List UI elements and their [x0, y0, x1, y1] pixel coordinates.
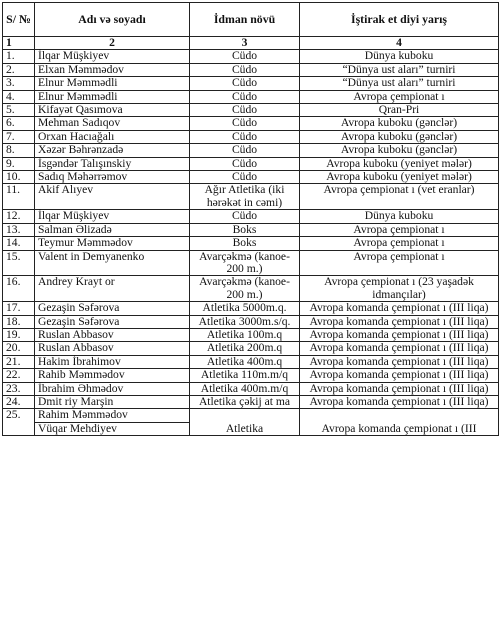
header-sport: İdman növü — [190, 3, 300, 37]
table-row — [3, 315, 499, 328]
table-row — [3, 355, 499, 368]
row-event: Avropa komanda çempionat ı (III liqa) — [300, 395, 499, 408]
row-number: 15. — [3, 250, 35, 276]
row-name: Orxan Hacıağalı — [35, 130, 190, 143]
column-number: 1 — [3, 37, 35, 50]
row-event: Avropa kuboku (gənclər) — [300, 144, 499, 157]
row-name: Sadıq Məhərrəmov — [35, 171, 190, 184]
row-event: Avropa komanda çempionat ı (III liqa) — [300, 369, 499, 382]
row-event-text: Avropa komanda çempionat ı (III — [321, 421, 477, 435]
table-row — [3, 90, 499, 103]
column-number: 2 — [35, 37, 190, 50]
row-name: Mehman Sadıqov — [35, 117, 190, 130]
row-sport: Avarçəkmə (kanoe-200 m.) — [190, 250, 300, 276]
row-event: Avropa kuboku (gənclər) — [300, 130, 499, 143]
row-name: Kifayət Qasımova — [35, 104, 190, 117]
row-sport: Cüdo — [190, 117, 300, 130]
row-sport: Cüdo — [190, 171, 300, 184]
row-sport: Avarçəkmə (kanoe-200 m.) — [190, 276, 300, 302]
row-event: Avropa çempionat ı — [300, 90, 499, 103]
table-row — [3, 328, 499, 341]
header-number: S/ № — [3, 3, 35, 37]
row-number: 5. — [3, 104, 35, 117]
table-row — [3, 210, 499, 223]
column-number: 4 — [300, 37, 499, 50]
table-row — [3, 302, 499, 315]
row-number: 10. — [3, 171, 35, 184]
row-name: Gezaşin Səfərova — [35, 302, 190, 315]
table-row — [3, 223, 499, 236]
row-number: 12. — [3, 210, 35, 223]
table-row — [3, 395, 499, 408]
table-row — [3, 50, 499, 63]
row-sport: Atletika 5000m.q. — [190, 302, 300, 315]
row-event: Avropa çempionat ı (23 yaşadək idmançılar) — [300, 276, 499, 302]
row-event — [300, 409, 499, 436]
table-body — [3, 50, 499, 409]
row-name: Valent in Demyanenko — [35, 250, 190, 276]
row-sport: Atletika 200m.q — [190, 342, 300, 355]
row-sport: Atletika 400m.m/q — [190, 382, 300, 395]
table-row — [3, 276, 499, 302]
row-sport — [190, 409, 300, 436]
row-number: 8. — [3, 144, 35, 157]
row-event: Dünya kuboku — [300, 50, 499, 63]
row-number: 16. — [3, 276, 35, 302]
row-event: Avropa çempionat ı — [300, 223, 499, 236]
row-name: İlqar Müşkiyev — [35, 50, 190, 63]
row-sport: Atletika 100m.q — [190, 328, 300, 341]
row-event: Avropa kuboku (yeniyet mələr) — [300, 157, 499, 170]
row-number: 3. — [3, 77, 35, 90]
row-number: 17. — [3, 302, 35, 315]
row-name-second: Vüqar Mehdiyev — [38, 421, 117, 435]
row-number: 13. — [3, 223, 35, 236]
row-number: 7. — [3, 130, 35, 143]
row-sport: Atletika 3000m.s/q. — [190, 315, 300, 328]
column-number-row — [3, 37, 499, 50]
row-number: 4. — [3, 90, 35, 103]
row-name: Teymur Məmmədov — [35, 237, 190, 250]
table-row — [3, 342, 499, 355]
row-number: 6. — [3, 117, 35, 130]
row-sport: Atletika 110m.m/q — [190, 369, 300, 382]
table-header-row — [3, 3, 499, 37]
row-event: Qran-Pri — [300, 104, 499, 117]
row-name: Andrey Krayt or — [35, 276, 190, 302]
table-row — [3, 250, 499, 276]
row-number: 22. — [3, 369, 35, 382]
row-sport: Cüdo — [190, 144, 300, 157]
row-name: İbrahim Əhmədov — [35, 382, 190, 395]
row-event: Avropa kuboku (gənclər) — [300, 117, 499, 130]
row-event: Avropa çempionat ı (vet eranlar) — [300, 184, 499, 210]
row-number: 19. — [3, 328, 35, 341]
athletes-table — [2, 2, 499, 436]
row-name: İsgəndər Talışınskiy — [35, 157, 190, 170]
table-row — [3, 63, 499, 76]
row-name: İlqar Müşkiyev — [35, 210, 190, 223]
row-number: 2. — [3, 63, 35, 76]
row-name — [35, 409, 190, 436]
row-sport: Boks — [190, 237, 300, 250]
table-row — [3, 369, 499, 382]
table-row — [3, 382, 499, 395]
row-event: “Dünya ust aları” turniri — [300, 77, 499, 90]
row-event: Avropa komanda çempionat ı (III liqa) — [300, 302, 499, 315]
row-sport: Atletika çəkij at ma — [190, 395, 300, 408]
row-name: Elnur Məmmədli — [35, 77, 190, 90]
row-sport: Cüdo — [190, 50, 300, 63]
row-name: Hakim İbrahimov — [35, 355, 190, 368]
table-row — [3, 409, 499, 436]
row-name: Elnur Məmmədli — [35, 90, 190, 103]
row-event: Avropa komanda çempionat ı (III liqa) — [300, 328, 499, 341]
row-number: 24. — [3, 395, 35, 408]
row-number: 14. — [3, 237, 35, 250]
row-sport: Boks — [190, 223, 300, 236]
table-row — [3, 184, 499, 210]
row-number: 21. — [3, 355, 35, 368]
table-row — [3, 237, 499, 250]
table-row — [3, 157, 499, 170]
table-body-last — [3, 409, 499, 436]
row-event: Avropa kuboku (yeniyet mələr) — [300, 171, 499, 184]
header-name: Adı və soyadı — [35, 3, 190, 37]
row-event: Avropa çempionat ı — [300, 237, 499, 250]
row-sport: Cüdo — [190, 77, 300, 90]
table-row — [3, 130, 499, 143]
row-name: Ruslan Abbasov — [35, 342, 190, 355]
row-name: Rahib Məmmədov — [35, 369, 190, 382]
document-page — [2, 2, 498, 436]
header-event: İştirak et diyi yarış — [300, 3, 499, 37]
row-name: Dmit riy Marşin — [35, 395, 190, 408]
table-row — [3, 171, 499, 184]
row-number: 11. — [3, 184, 35, 210]
table-row — [3, 117, 499, 130]
row-name-first: Rahim Məmmədov — [35, 409, 189, 422]
table-row — [3, 77, 499, 90]
row-number: 1. — [3, 50, 35, 63]
row-number: 18. — [3, 315, 35, 328]
row-sport-text: Atletika — [225, 421, 264, 435]
row-event: Avropa komanda çempionat ı (III liqa) — [300, 315, 499, 328]
table-row — [3, 104, 499, 117]
row-event: Avropa komanda çempionat ı (III liqa) — [300, 342, 499, 355]
row-number: 9. — [3, 157, 35, 170]
row-name: Gezaşin Səfərova — [35, 315, 190, 328]
row-sport: Atletika 400m.q — [190, 355, 300, 368]
row-name: Xəzər Bəhrənzadə — [35, 144, 190, 157]
row-name: Akif Alıyev — [35, 184, 190, 210]
row-name: Salman Əlizadə — [35, 223, 190, 236]
row-sport: Cüdo — [190, 90, 300, 103]
row-event: Avropa çempionat ı — [300, 250, 499, 276]
row-sport: Cüdo — [190, 210, 300, 223]
row-sport: Ağır Atletika (iki hərəkət in cəmi) — [190, 184, 300, 210]
row-name: Ruslan Abbasov — [35, 328, 190, 341]
row-number: 20. — [3, 342, 35, 355]
row-sport: Cüdo — [190, 157, 300, 170]
row-event: Dünya kuboku — [300, 210, 499, 223]
row-sport: Cüdo — [190, 130, 300, 143]
row-number: 25. — [3, 409, 35, 436]
row-number: 23. — [3, 382, 35, 395]
row-event: Avropa komanda çempionat ı (III liqa) — [300, 355, 499, 368]
row-event: Avropa komanda çempionat ı (III liqa) — [300, 382, 499, 395]
column-number: 3 — [190, 37, 300, 50]
row-sport: Cüdo — [190, 104, 300, 117]
row-event: “Dünya ust aları” turniri — [300, 63, 499, 76]
row-sport: Cüdo — [190, 63, 300, 76]
table-row — [3, 144, 499, 157]
row-name: Elxan Məmmədov — [35, 63, 190, 76]
